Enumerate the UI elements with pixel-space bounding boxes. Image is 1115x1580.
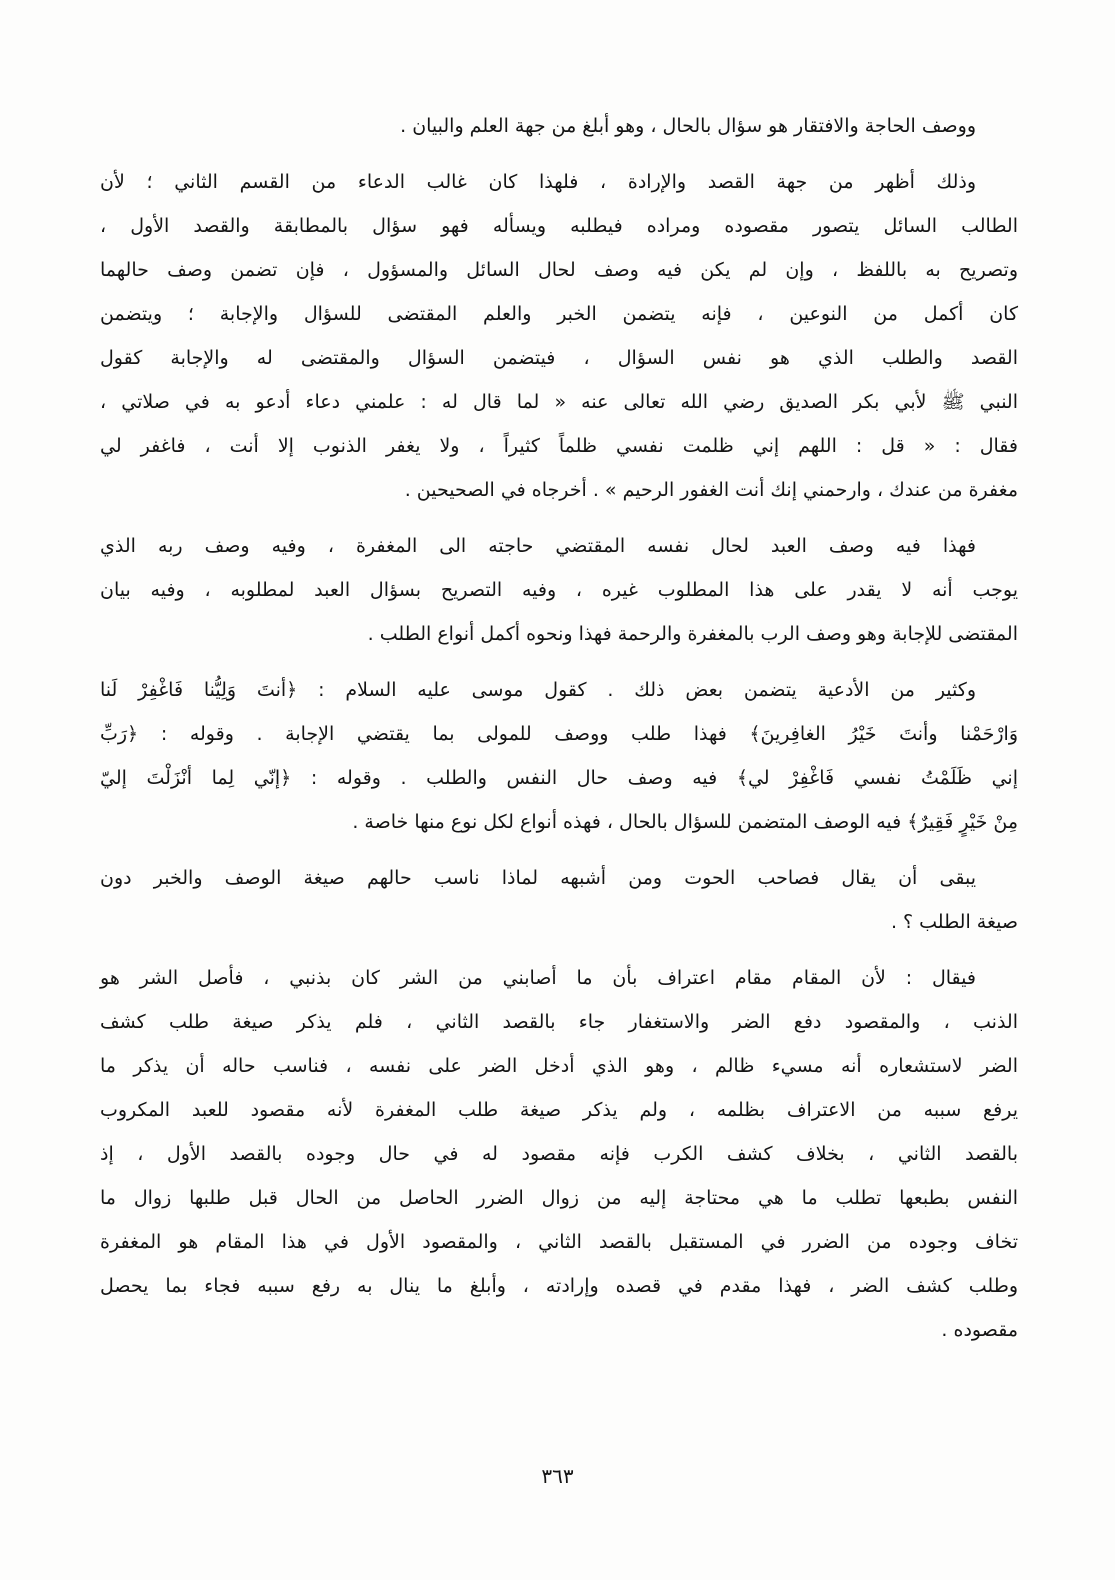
text-line: إني ظَلَمْتُ نفسي فَاغْفِرْ لي﴾ فيه وصف حال النفس والطلب . وقوله : ﴿إنّي لِما أنْزَلْتَ إليّ [100, 767, 1018, 789]
paragraph [100, 956, 1018, 1352]
text-line: كان أكمل من النوعين ، فإنه يتضمن الخبر والعلم المقتضى للسؤال والإجابة ؛ ويتضمن [100, 303, 1018, 325]
text-line: فهذا فيه وصف العبد لحال نفسه المقتضي حاجته الى المغفرة ، وفيه وصف ربه الذي [100, 535, 976, 557]
text-line: وكثير من الأدعية يتضمن بعض ذلك . كقول موسى عليه السلام : ﴿أنتَ وَلِيُّنا فَاغْفِرْ لَنا [100, 679, 976, 701]
page-number: ٣٦٣ [541, 1464, 574, 1488]
text-line: يبقى أن يقال فصاحب الحوت ومن أشبهه لماذا ناسب حالهم صيغة الوصف والخبر دون [100, 867, 976, 889]
text-line: وتصريح به باللفظ ، وإن لم يكن فيه وصف لحال السائل والمسؤول ، فإن تضمن وصف حالهما [100, 259, 1018, 281]
paragraph [100, 104, 1018, 148]
text-line: الذنب ، والمقصود دفع الضر والاستغفار جاء بالقصد الثاني ، فلم يذكر صيغة طلب كشف [100, 1011, 1018, 1033]
text-line: مِنْ خَيْرٍ فَقِيرٌ﴾ فيه الوصف المتضمن للسؤال بالحال ، فهذه أنواع لكل نوع منها خاصة . [352, 811, 1018, 833]
text-line: ووصف الحاجة والافتقار هو سؤال بالحال ، وهو أبلغ من جهة العلم والبيان . [400, 115, 976, 137]
text-line: يرفع سببه من الاعتراف بظلمه ، ولم يذكر صيغة طلب المغفرة لأنه مقصود للعبد المكروب [100, 1099, 1018, 1121]
text-line: يوجب أنه لا يقدر على هذا المطلوب غيره ، وفيه التصريح بسؤال العبد لمطلوبه ، وفيه بيان [100, 579, 1018, 601]
paragraph [100, 160, 1018, 512]
text-line: صيغة الطلب ؟ . [890, 911, 1018, 933]
paragraph [100, 668, 1018, 844]
text-line: النبي ﷺ لأبي بكر الصديق رضي الله تعالى عنه « لما قال له : علمني دعاء أدعو به في صلاتي ، [100, 391, 1018, 413]
page-body-text [100, 104, 1018, 1364]
paragraph [100, 524, 1018, 656]
text-line: الطالب السائل يتصور مقصوده ومراده فيطلبه ويسأله فهو سؤال بالمطابقة والقصد الأول ، [100, 215, 1018, 237]
text-line: بالقصد الثاني ، بخلاف كشف الكرب فإنه مقصود له في حال وجوده بالقصد الأول ، إذ [100, 1143, 1018, 1165]
text-line: وَارْحَمْنا وأنتَ خَيْرُ الغافِرينَ﴾ فهذا طلب ووصف للمولى بما يقتضي الإجابة . وقوله : ﴿رَبِّ [100, 723, 1018, 745]
text-line: النفس بطبعها تطلب ما هي محتاجة إليه من زوال الضرر الحاصل من الحال قبل طلبها زوال ما [100, 1187, 1018, 1209]
text-line: مقصوده . [941, 1319, 1018, 1341]
text-line: الضر لاستشعاره أنه مسيء ظالم ، وهو الذي أدخل الضر على نفسه ، فناسب حاله أن يذكر ما [100, 1055, 1018, 1077]
paragraph [100, 856, 1018, 944]
text-line: المقتضى للإجابة وهو وصف الرب بالمغفرة والرحمة فهذا ونحوه أكمل أنواع الطلب . [367, 623, 1018, 645]
text-line: فيقال : لأن المقام مقام اعتراف بأن ما أصابني من الشر كان بذنبي ، فأصل الشر هو [100, 967, 976, 989]
text-line: تخاف وجوده من الضرر في المستقبل بالقصد الثاني ، والمقصود الأول في هذا المقام هو المغفرة [100, 1231, 1018, 1253]
text-line: وطلب كشف الضر ، فهذا مقدم في قصده وإرادته ، وأبلغ ما ينال به رفع سببه فجاء بما يحصل [100, 1275, 1018, 1297]
text-line: مغفرة من عندك ، وارحمني إنك أنت الغفور الرحيم » . أخرجاه في الصحيحين . [404, 479, 1018, 501]
text-line: وذلك أظهر من جهة القصد والإرادة ، فلهذا كان غالب الدعاء من القسم الثاني ؛ لأن [100, 171, 976, 193]
text-line: القصد والطلب الذي هو نفس السؤال ، فيتضمن السؤال والمقتضى له والإجابة كقول [100, 347, 1018, 369]
text-line: فقال : « قل : اللهم إني ظلمت نفسي ظلماً كثيراً ، ولا يغفر الذنوب إلا أنت ، فاغفر لي [100, 435, 1018, 457]
